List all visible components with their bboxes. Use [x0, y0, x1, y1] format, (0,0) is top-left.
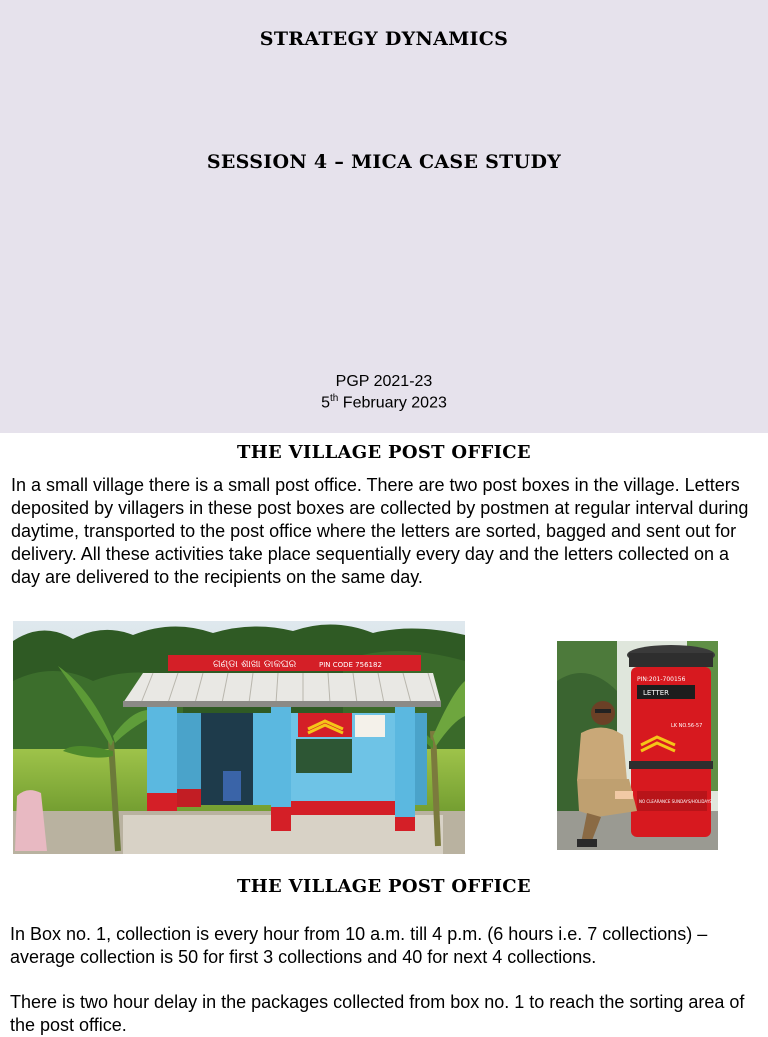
intro-paragraph: In a small village there is a small post office. There are two post boxes in the village. Letters deposited by villagers in these post boxes are collected by postmen at regular interval during daytime, transported to the post office where the letters are sorted, bagged and sent out for delivery. All these activities take place sequentially every day and the letters collected on a day are delivered to the recipients on the same day.: [11, 475, 749, 587]
date-suffix: th: [330, 393, 339, 404]
box1-collection-paragraph: In Box no. 1, collection is every hour from 10 a.m. till 4 p.m. (6 hours i.e. 7 collections) – average collection is 50 for first 3 collections and 40 for next 4 collections.: [10, 924, 708, 967]
cover-slide: [0, 0, 768, 433]
post-office-photo: [13, 621, 465, 854]
post-box-letter-label: LETTER: [643, 689, 670, 697]
date-rest: February 2023: [338, 394, 447, 412]
cover-date: [0, 393, 768, 412]
course-title: STRATEGY DYNAMICS: [259, 28, 509, 50]
section-title-1: THE VILLAGE POST OFFICE: [237, 442, 531, 463]
date-day: 5: [321, 394, 331, 412]
post-box-clearance-label: NO CLEARANCE SUNDAYS/HOLIDAYS: [639, 799, 712, 804]
post-box-number-label: LK NO.56-57: [671, 723, 703, 729]
svg-text:ଗଣ୍ଡା ଶାଖା ଡାକଘର: ଗଣ୍ଡା ଶାଖା ଡାକଘର: [213, 659, 297, 670]
box1-delay-paragraph: There is two hour delay in the packages collected from box no. 1 to reach the sorting area of the post office.: [10, 992, 745, 1035]
session-title: SESSION 4 – MICA CASE STUDY: [206, 151, 562, 173]
section-title-2: THE VILLAGE POST OFFICE: [237, 876, 531, 897]
post-box-photo: [557, 641, 718, 850]
post-office-pin-sign: PIN CODE 756182: [319, 661, 382, 669]
program-label: PGP 2021-23: [335, 373, 433, 390]
post-box-pin-label: PIN:201-700156: [637, 676, 686, 683]
